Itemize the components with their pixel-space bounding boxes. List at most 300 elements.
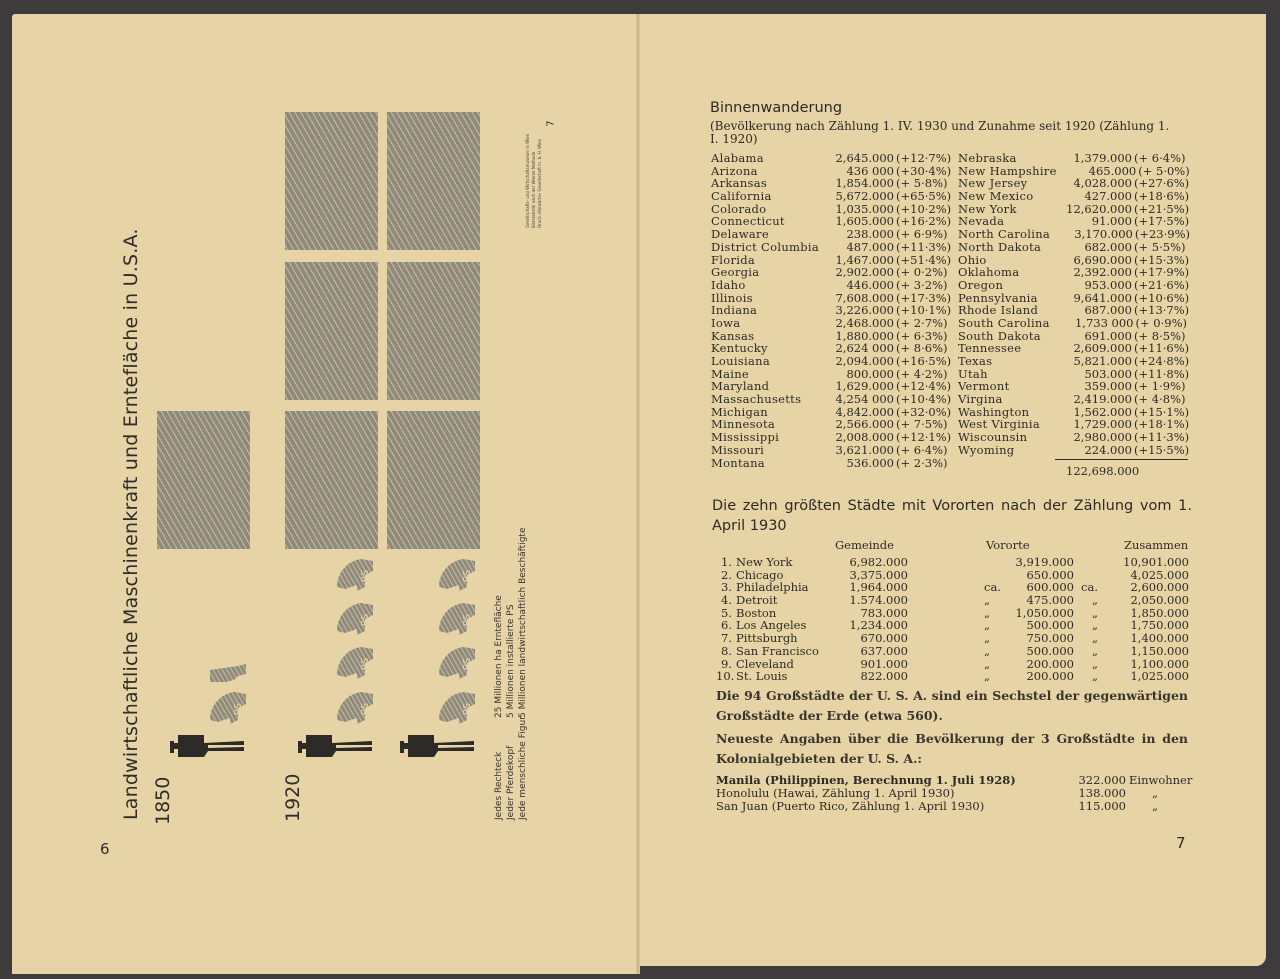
state-name: Washington: [958, 404, 1030, 419]
city-gemeinde: 783.000: [860, 605, 908, 620]
state-population: 2,609.000: [1073, 341, 1132, 356]
state-name: New Mexico: [958, 189, 1034, 204]
state-row: [958, 266, 1190, 279]
city-gemeinde: 6,982.000: [849, 555, 908, 569]
city-name: New York: [736, 555, 793, 569]
state-population: 5,821.000: [1073, 354, 1132, 368]
city-zusammen: 1,100.000: [1130, 656, 1189, 671]
state-change: (+ 2·7%): [896, 315, 948, 330]
zusammen-prefix: „: [1092, 593, 1098, 608]
state-row: [711, 431, 954, 444]
horse-head-icon: [335, 601, 375, 637]
horse-head-icon: [437, 690, 477, 726]
state-change: (+18·1%): [1134, 417, 1190, 432]
state-change: (+13·7%): [1134, 303, 1190, 318]
section-title-largest-cities: Die zehn größten Städte mit Vororten nach der Zählung vom 1. April 1930: [712, 498, 1192, 534]
city-zusammen: 4,025.000: [1130, 567, 1189, 582]
state-name: Montana: [711, 455, 765, 470]
publisher-credit: [525, 134, 543, 228]
harvest-area-rectangle-1920: [387, 112, 480, 250]
city-zusammen: 10,901.000: [1123, 555, 1189, 569]
city-zusammen: 2,600.000: [1130, 580, 1189, 595]
state-population: 2,392.000: [1073, 265, 1132, 280]
city-row: [716, 658, 1190, 671]
city-vororte: 200.000: [1026, 669, 1074, 684]
state-population: 5,672.000: [835, 189, 894, 204]
colonial-city-row: [716, 800, 1190, 813]
colonial-city-name: Honolulu (Hawai, Zählung 1. April 1930): [716, 786, 955, 800]
legend-row: [505, 528, 517, 821]
harvest-area-rectangle-1850: [157, 411, 250, 549]
horse-head-icon: [437, 601, 477, 637]
state-population: 2,468.000: [835, 315, 894, 330]
state-name: Massachusetts: [711, 392, 802, 407]
state-row: [711, 457, 954, 470]
city-rank: 7.: [721, 631, 732, 646]
credit-line: Bildstatistik nach der Wiener Methode: [531, 151, 536, 228]
state-name: Michigan: [711, 404, 769, 419]
legend-value: 5 Millionen landwirtschaftlich Beschäftigte: [518, 527, 528, 718]
horse-label: PS: [360, 569, 371, 583]
state-name: Iowa: [711, 315, 741, 330]
state-name: Oregon: [958, 277, 1004, 292]
legend-key: Jedes Rechteck: [494, 751, 504, 820]
city-vororte: 750.000: [1026, 631, 1074, 646]
state-change: (+ 6·3%): [896, 328, 948, 343]
horse-label: PS: [462, 613, 473, 627]
city-rank: 4.: [721, 593, 732, 608]
state-change: (+17·3%): [896, 290, 952, 305]
state-change: (+ 7·5%): [896, 417, 948, 432]
city-gemeinde: 1,234.000: [849, 618, 908, 633]
city-row: [716, 670, 1190, 683]
harvest-area-rectangle-1920: [285, 411, 378, 549]
state-row: [958, 431, 1190, 444]
zusammen-prefix: „: [1092, 669, 1098, 684]
city-name: Boston: [736, 605, 777, 620]
state-population: 1,562.000: [1073, 404, 1132, 419]
city-zusammen: 1,400.000: [1130, 631, 1189, 646]
state-population: 4,028.000: [1073, 176, 1132, 191]
state-name: Wyoming: [958, 442, 1015, 457]
state-name: Ohio: [958, 252, 987, 267]
state-population: 91.000: [1091, 214, 1132, 229]
state-population: 1,733 000: [1074, 315, 1134, 330]
state-name: Wiscounsin: [958, 430, 1028, 445]
state-row: [958, 393, 1190, 406]
state-population: 2,902.000: [835, 265, 894, 280]
state-change: (+10·4%): [896, 392, 952, 407]
horse-head-icon: [335, 557, 375, 593]
state-name: North Carolina: [958, 227, 1051, 242]
state-name: Kansas: [711, 328, 755, 343]
state-name: Minnesota: [711, 417, 776, 432]
state-change: (+15·1%): [1134, 404, 1190, 419]
state-name: Arkansas: [711, 176, 768, 191]
zusammen-prefix: ca.: [1081, 580, 1098, 595]
city-vororte: 600.000: [1026, 580, 1074, 595]
state-name: Mississippi: [711, 430, 780, 445]
state-name: Indiana: [711, 303, 758, 318]
zusammen-prefix: „: [1092, 643, 1098, 658]
population-table-left: [711, 152, 954, 469]
city-rank: 6.: [721, 618, 732, 633]
section-subtitle: (Bevölkerung nach Zählung 1. IV. 1930 und Zunahme seit 1920 (Zählung 1. I. 1920): [710, 119, 1170, 146]
vororte-prefix: ca.: [984, 580, 1001, 595]
state-name: New York: [958, 201, 1017, 216]
state-population: 238.000: [846, 227, 894, 242]
state-row: [711, 266, 954, 279]
state-name: Missouri: [711, 442, 765, 457]
city-name: St. Louis: [736, 669, 788, 684]
horse-label: PS: [462, 569, 473, 583]
state-population: 1,379.000: [1073, 151, 1132, 165]
city-rank: 10.: [716, 669, 735, 684]
column-header-vororte: Vororte: [986, 538, 1030, 552]
human-figure-icon: [168, 731, 248, 761]
colonial-city-population: 115.000: [1078, 799, 1126, 813]
total-rule: [1055, 459, 1188, 460]
horse-label: PS: [462, 702, 473, 716]
state-change: (+32·0%): [896, 404, 952, 419]
harvest-area-rectangle-1920: [387, 411, 480, 549]
state-change: (+ 5·5%): [1134, 239, 1186, 254]
state-change: (+11·8%): [1134, 366, 1190, 381]
state-name: Colorado: [711, 201, 767, 216]
state-name: Utah: [958, 366, 988, 381]
city-zusammen: 2,050.000: [1130, 593, 1189, 608]
state-change: (+24·8%): [1134, 354, 1190, 368]
state-population: 3,621.000: [835, 442, 894, 457]
city-rank: 5.: [721, 605, 732, 620]
zusammen-prefix: „: [1092, 605, 1098, 620]
state-population: 3,226.000: [835, 303, 894, 318]
state-change: (+ 0·2%): [896, 265, 948, 280]
colonial-city-population: 322.000: [1078, 773, 1126, 787]
legend-key: Jede menschliche Figur: [518, 716, 528, 820]
state-row: [958, 152, 1190, 165]
state-name: Maryland: [711, 379, 770, 394]
city-name: Detroit: [736, 593, 778, 608]
chart-legend: [493, 528, 529, 821]
state-name: Idaho: [711, 277, 746, 292]
city-vororte: 500.000: [1026, 643, 1074, 658]
state-name: Illinois: [711, 290, 753, 305]
state-name: Arizona: [711, 163, 758, 178]
city-name: San Francisco: [736, 643, 819, 658]
state-change: (+ 0·9%): [1135, 315, 1187, 330]
state-change: (+23·9%): [1134, 227, 1190, 242]
zusammen-prefix: „: [1092, 656, 1098, 671]
page-number-right: 7: [1176, 834, 1186, 852]
colonial-city-unit: „: [1152, 799, 1158, 813]
vororte-prefix: „: [984, 669, 990, 684]
credit-line: Druck »Vorwärts« Gesellschaft m. b. H. Wien: [537, 138, 542, 228]
city-gemeinde: 901.000: [860, 656, 908, 671]
legend-value: 25 Millionen ha Erntefläche: [494, 595, 504, 718]
city-gemeinde: 822.000: [860, 669, 908, 684]
state-change: (+ 1·9%): [1134, 379, 1186, 394]
vororte-prefix: „: [984, 656, 990, 671]
legend-row: [517, 528, 529, 821]
credit-line: Gesellschafts- und Wirtschaftsmuseum in Wien: [525, 133, 530, 228]
city-row: [716, 556, 1190, 569]
state-population: 224.000: [1084, 442, 1132, 457]
state-population: 3,170.000: [1074, 227, 1133, 242]
state-name: Kentucky: [711, 341, 768, 356]
cities-table: [716, 556, 1190, 683]
state-population: 2,419.000: [1073, 392, 1132, 407]
harvest-area-rectangle-1920: [285, 262, 378, 400]
legend-row: [493, 528, 505, 821]
state-population: 1,729.000: [1073, 417, 1132, 432]
state-row: [958, 241, 1190, 254]
state-name: District Columbia: [711, 239, 820, 254]
city-rank: 1.: [721, 555, 732, 569]
page-number-left: 6: [100, 840, 110, 858]
city-rank: 2.: [721, 567, 732, 582]
horse-head-icon: [437, 645, 477, 681]
state-row: [711, 279, 954, 292]
state-change: (+21·5%): [1134, 201, 1190, 216]
state-name: Texas: [958, 354, 993, 368]
column-header-zusammen: Zusammen: [1124, 538, 1189, 552]
state-name: West Virginia: [958, 417, 1041, 432]
human-figure-icon: [296, 731, 376, 761]
city-gemeinde: 3,375.000: [849, 567, 908, 582]
state-row: [711, 152, 954, 165]
state-name: Rhode Island: [958, 303, 1039, 318]
horse-head-icon: [335, 645, 375, 681]
city-name: Philadelphia: [736, 580, 809, 595]
state-change: (+30·4%): [896, 163, 952, 178]
legend-key: Jeder Pferdekopf: [506, 745, 516, 820]
state-name: South Dakota: [958, 328, 1041, 343]
year-label-1920: 1920: [282, 773, 304, 822]
harvest-area-rectangle-1920: [387, 262, 480, 400]
chart-title: Landwirtschaftliche Maschinenkraft und Erntefläche in U.S.A.: [120, 228, 142, 820]
state-population: 1,467.000: [835, 252, 894, 267]
city-gemeinde: 637.000: [860, 643, 908, 658]
city-row: [716, 632, 1190, 645]
state-row: [711, 444, 954, 457]
state-name: New Jersey: [958, 176, 1028, 191]
city-zusammen: 1,150.000: [1130, 643, 1189, 658]
state-change: (+ 6·4%): [1134, 151, 1186, 165]
state-change: (+11·3%): [896, 239, 952, 254]
state-population: 1,629.000: [835, 379, 894, 394]
state-change: (+12·1%): [896, 430, 952, 445]
state-population: 465.000: [1088, 163, 1137, 178]
state-population: 2,566.000: [835, 417, 894, 432]
state-name: New Hampshire: [958, 163, 1057, 178]
horse-head-icon: [437, 557, 477, 593]
state-population: 1,854.000: [835, 176, 894, 191]
state-change: (+ 4·8%): [1134, 392, 1186, 407]
city-name: Chicago: [736, 567, 784, 582]
state-name: Alabama: [711, 151, 764, 165]
state-population: 687.000: [1084, 303, 1132, 318]
state-name: Oklahoma: [958, 265, 1020, 280]
state-population: 12,620.000: [1066, 201, 1132, 216]
city-row: [716, 581, 1190, 594]
state-change: (+21·6%): [1134, 277, 1190, 292]
city-zusammen: 1,850.000: [1130, 605, 1189, 620]
state-row: [711, 241, 954, 254]
state-change: (+17·9%): [1134, 265, 1190, 280]
state-population: 682.000: [1084, 239, 1132, 254]
city-vororte: 1,050.000: [1015, 605, 1074, 620]
city-gemeinde: 1,964.000: [849, 580, 908, 595]
horse-label: PS: [360, 657, 371, 671]
state-name: California: [711, 189, 772, 204]
state-change: (+15·5%): [1134, 442, 1190, 457]
colonial-city-unit: Einwohner: [1129, 773, 1193, 787]
zusammen-prefix: „: [1092, 631, 1098, 646]
legend-value: 5 Millionen installierte PS: [506, 604, 516, 718]
state-population: 9,641.000: [1073, 290, 1132, 305]
state-row: [958, 279, 1190, 292]
city-rank: 9.: [721, 656, 732, 671]
state-name: Connecticut: [711, 214, 785, 229]
state-change: (+11·3%): [1134, 430, 1190, 445]
state-change: (+12·7%): [896, 151, 952, 165]
state-change: (+12·4%): [896, 379, 952, 394]
state-population: 4,254 000: [835, 392, 894, 407]
state-population: 1,035.000: [835, 201, 894, 216]
state-population: 503.000: [1084, 366, 1132, 381]
horse-label: PS: [233, 702, 244, 716]
vororte-prefix: „: [984, 618, 990, 633]
state-population: 2,645.000: [835, 151, 894, 165]
city-row: [716, 645, 1190, 658]
state-row: [958, 228, 1190, 241]
vororte-prefix: „: [984, 593, 990, 608]
state-name: Virgina: [958, 392, 1003, 407]
state-population: 487.000: [846, 239, 895, 254]
state-row: [958, 355, 1190, 368]
state-change: (+ 5·0%): [1138, 163, 1190, 178]
state-row: [711, 355, 954, 368]
vororte-prefix: „: [984, 631, 990, 646]
state-change: (+11·6%): [1134, 341, 1190, 356]
vororte-prefix: „: [984, 605, 990, 620]
state-population: 7,608.000: [835, 290, 894, 305]
state-change: (+ 4·2%): [896, 366, 948, 381]
state-change: (+15·3%): [1134, 252, 1190, 267]
colonial-city-unit: „: [1152, 786, 1158, 800]
state-population: 953.000: [1084, 277, 1132, 292]
city-name: Cleveland: [736, 656, 794, 671]
city-vororte: 500.000: [1026, 618, 1074, 633]
state-population: 536.000: [846, 455, 894, 470]
city-vororte: 475.000: [1026, 593, 1074, 608]
year-label-1850: 1850: [152, 776, 174, 825]
state-change: (+ 8·6%): [896, 341, 948, 356]
state-change: (+10·1%): [896, 303, 952, 318]
state-population: 2,008.000: [835, 430, 894, 445]
state-row: [958, 190, 1190, 203]
plate-number: 7: [545, 120, 557, 127]
colonial-city-population: 138.000: [1078, 786, 1126, 800]
state-population: 446.000: [846, 277, 894, 292]
state-row: [958, 444, 1190, 457]
colonial-city-name: San Juan (Puerto Rico, Zählung 1. April 1930): [716, 799, 985, 813]
state-change: (+51·4%): [896, 252, 952, 267]
state-row: [711, 190, 954, 203]
city-vororte: 650.000: [1026, 567, 1074, 582]
colonial-cities-list: [716, 773, 1193, 813]
state-population: 2,624 000: [835, 341, 894, 356]
human-figure-icon: [398, 731, 478, 761]
state-population: 427.000: [1084, 189, 1132, 204]
city-vororte: 200.000: [1026, 656, 1074, 671]
state-change: (+ 6·9%): [896, 227, 948, 242]
state-name: Florida: [711, 252, 756, 267]
state-name: Maine: [711, 366, 750, 381]
city-zusammen: 1,750.000: [1130, 618, 1189, 633]
vororte-prefix: „: [984, 643, 990, 658]
state-change: (+ 8·5%): [1134, 328, 1186, 343]
state-population: 691.000: [1084, 328, 1132, 343]
state-row: [711, 228, 954, 241]
state-change: (+ 3·2%): [896, 277, 948, 292]
state-name: Louisiana: [711, 354, 771, 368]
horse-head-icon: [208, 660, 248, 696]
state-change: (+ 5·8%): [896, 176, 948, 191]
city-row: [716, 594, 1190, 607]
state-population: 800.000: [846, 366, 894, 381]
state-change: (+10·6%): [1134, 290, 1190, 305]
state-name: North Dakota: [958, 239, 1042, 254]
state-row: [711, 317, 954, 330]
state-name: Nevada: [958, 214, 1005, 229]
section-title-binnenwanderung: Binnenwanderung: [710, 100, 843, 116]
state-population: 1,605.000: [835, 214, 894, 229]
city-rank: 3.: [721, 580, 732, 595]
state-change: (+65·5%): [896, 189, 952, 204]
book-gutter: [636, 14, 640, 974]
population-table-right: [958, 152, 1190, 457]
population-total: 122,698.000: [1066, 464, 1140, 478]
horse-label: PS: [462, 657, 473, 671]
state-name: Pennsylvania: [958, 290, 1038, 305]
horse-label: PS: [360, 613, 371, 627]
state-change: (+27·6%): [1134, 176, 1190, 191]
state-population: 359.000: [1084, 379, 1132, 394]
state-change: (+16·2%): [896, 214, 952, 229]
state-change: (+17·5%): [1134, 214, 1190, 229]
state-name: Nebraska: [958, 151, 1017, 165]
city-vororte: 3,919.000: [1015, 555, 1074, 569]
column-header-gemeinde: Gemeinde: [835, 538, 894, 552]
zusammen-prefix: „: [1092, 618, 1098, 633]
city-name: Los Angeles: [736, 618, 807, 633]
city-name: Pittsburgh: [736, 631, 798, 646]
state-population: 6,690.000: [1073, 252, 1132, 267]
harvest-area-rectangle-1920: [285, 112, 378, 250]
state-name: South Carolina: [958, 315, 1050, 330]
state-name: Georgia: [711, 265, 760, 280]
state-population: 436 000: [846, 163, 894, 178]
city-zusammen: 1,025.000: [1130, 669, 1189, 684]
state-change: (+16·5%): [896, 354, 952, 368]
colonial-city-name: Manila (Philippinen, Berechnung 1. Juli 1928): [716, 773, 1016, 787]
state-name: Delaware: [711, 227, 769, 242]
horse-head-icon: [335, 690, 375, 726]
state-population: 2,094.000: [835, 354, 894, 368]
city-gemeinde: 670.000: [860, 631, 908, 646]
